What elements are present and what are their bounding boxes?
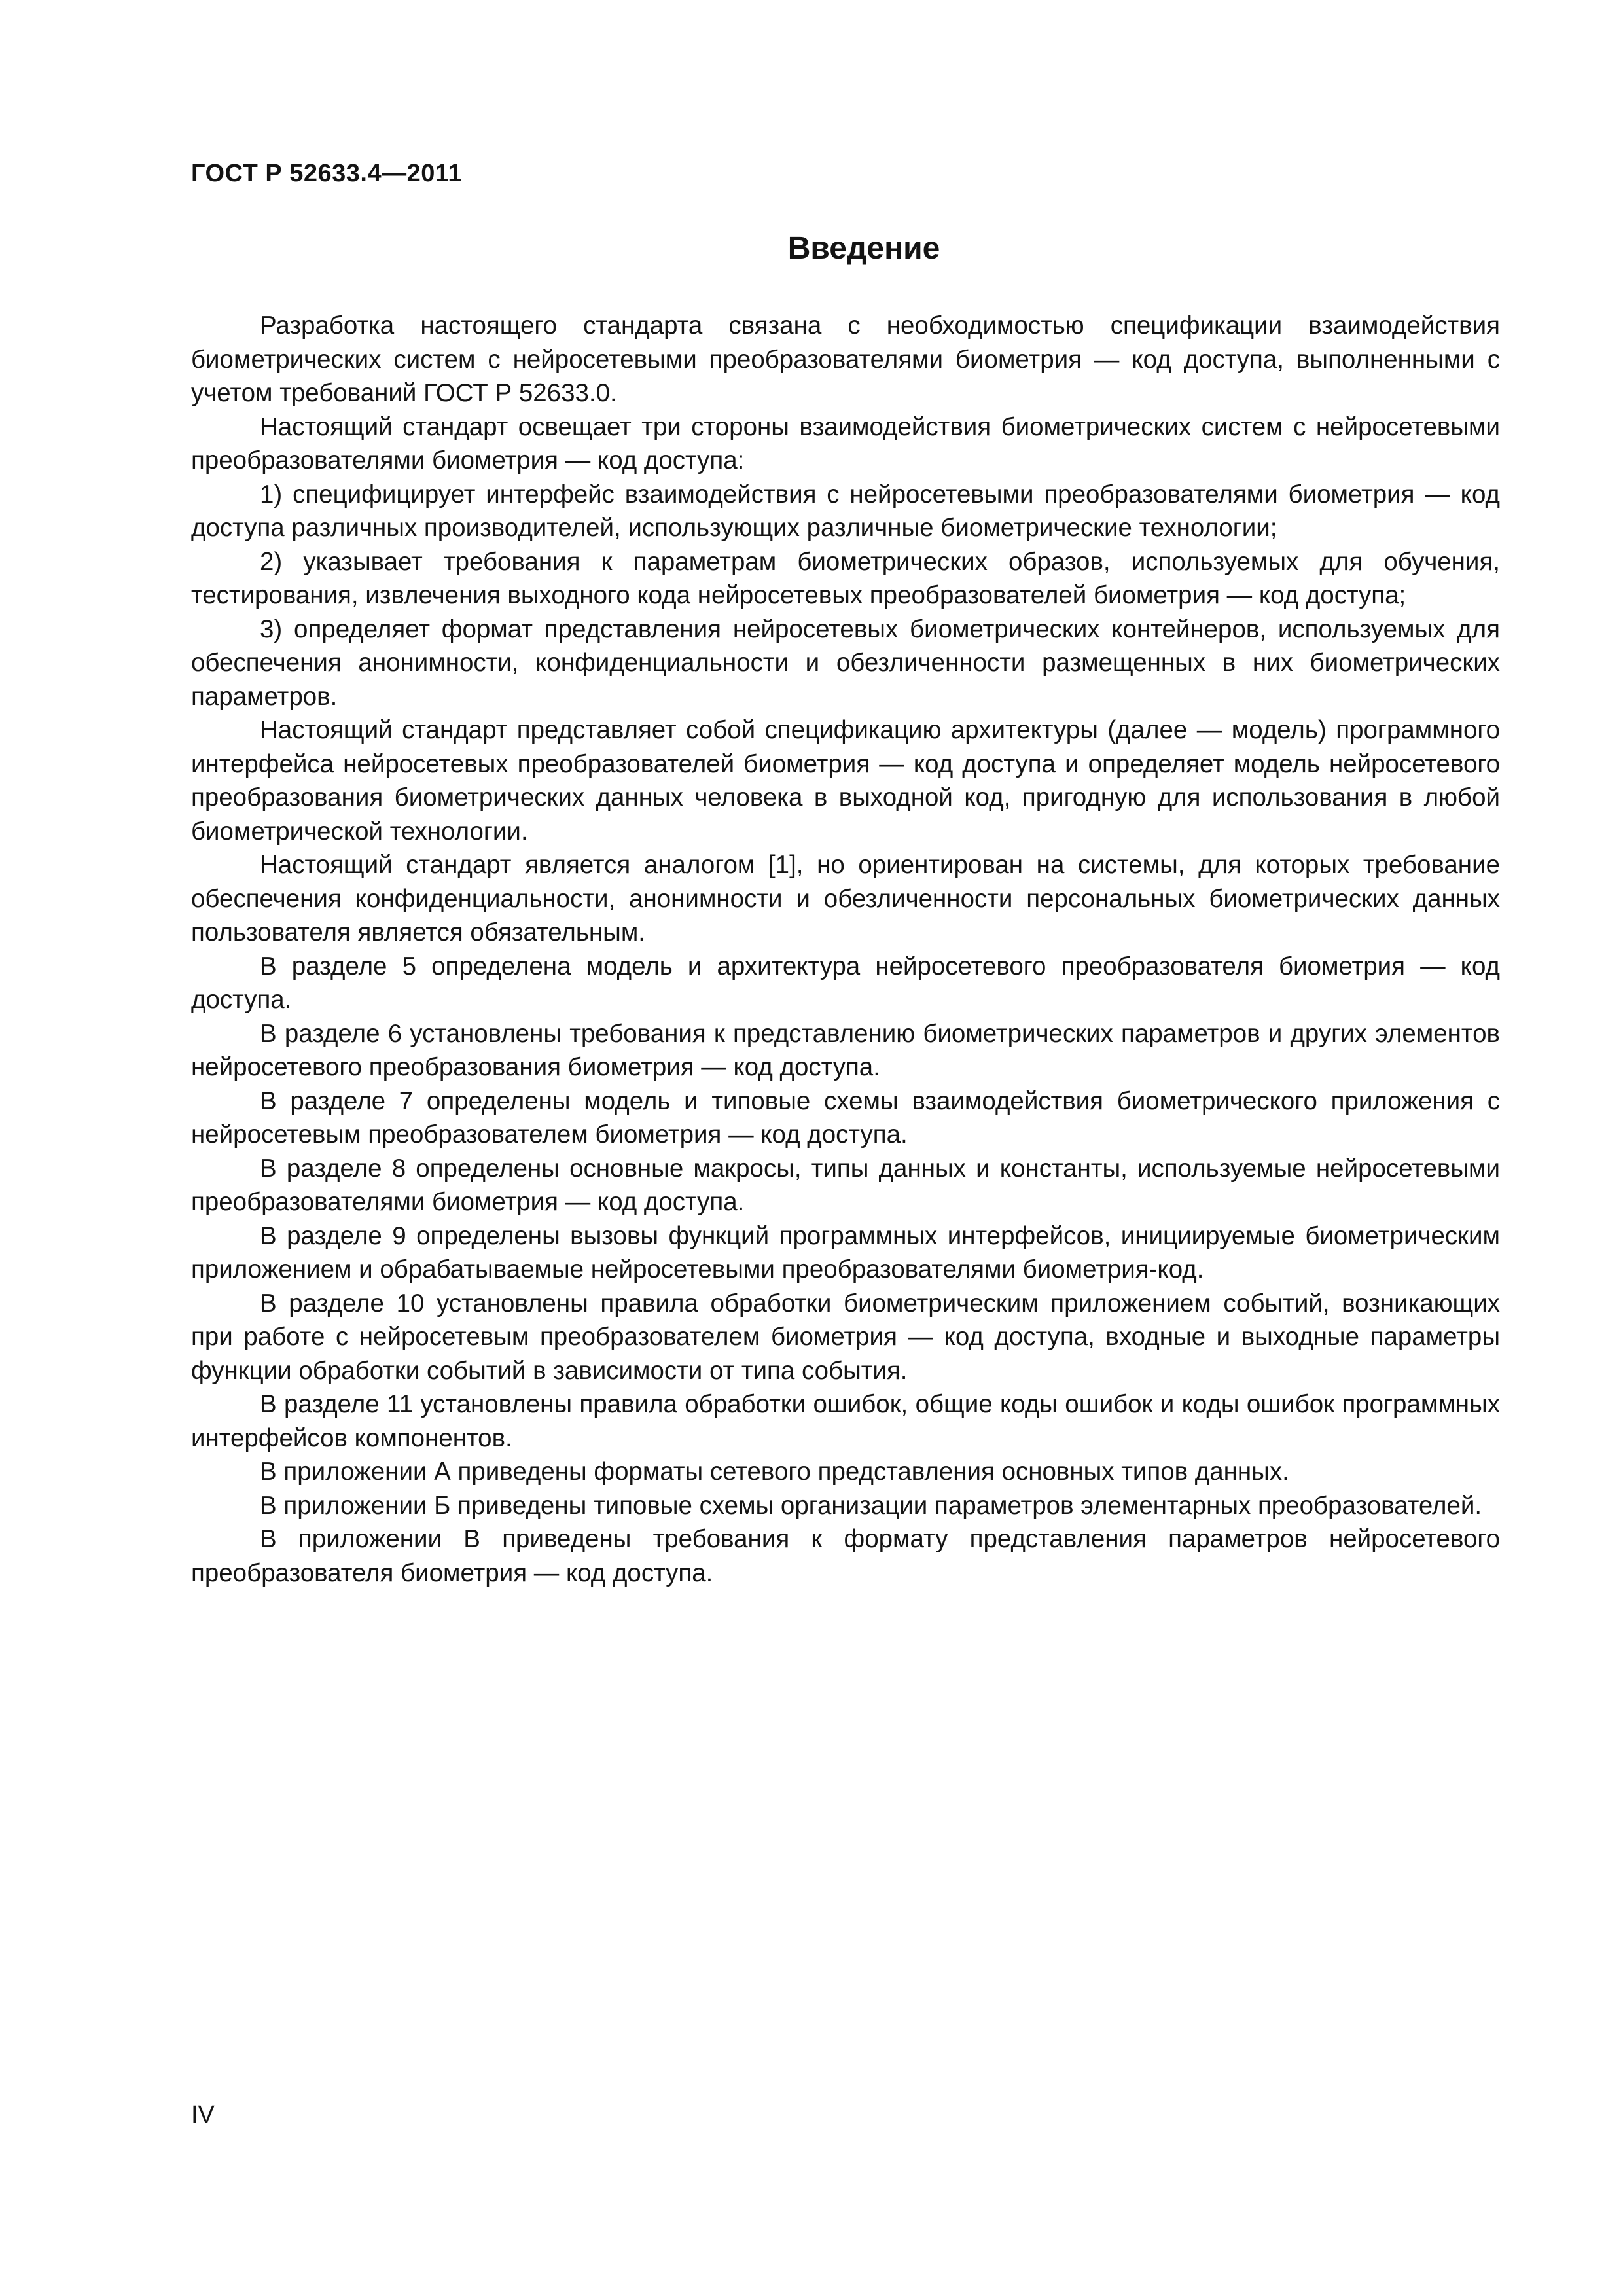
list-item: 3) определяет формат представления нейросетевых биометрических контейнеров, используемых для обеспечения анонимности, конфиденциальности и обезличенности размещенных в них биометрических параметров. — [191, 615, 1500, 711]
paragraph: В разделе 6 установлены требования к представлению биометрических параметров и других элементов нейросетевого преобразования биометрия — код доступа. — [191, 1019, 1500, 1081]
paragraph: Настоящий стандарт освещает три стороны взаимодействия биометрических систем с нейросетевыми преобразователями биометрия — код доступа: — [191, 412, 1500, 475]
paragraph: В разделе 9 определены вызовы функций программных интерфейсов, инициируемые биометрическим приложением и обрабатываемые нейросетевыми преобразователями биометрия-код. — [191, 1221, 1500, 1283]
paragraph: В разделе 5 определена модель и архитектура нейросетевого преобразователя биометрия — код доступа. — [191, 952, 1500, 1014]
paragraph: Настоящий стандарт представляет собой спецификацию архитектуры (далее — модель) программного интерфейса нейросетевых преобразователей биометрия — код доступа и определяет модель нейросетевого преобразования биометрических данных человека в выходной код, пригодную для использования в любой биометрической технологии. — [191, 716, 1500, 846]
list-item: 2) указывает требования к параметрам биометрических образов, используемых для обучения, тестирования, извлечения выходного кода нейросетевых преобразователей биометрия — код доступа; — [191, 547, 1500, 609]
paragraph: В разделе 8 определены основные макросы, типы данных и константы, используемые нейросетевыми преобразователями биометрия — код доступа. — [191, 1154, 1500, 1216]
paragraph: В разделе 10 установлены правила обработки биометрическим приложением событий, возникающих при работе с нейросетевым преобразователем биометрия — код доступа, входные и выходные параметры функции обработки событий в зависимости от типа события. — [191, 1289, 1500, 1385]
paragraph: В разделе 7 определены модель и типовые схемы взаимодействия биометрического приложения с нейросетевым преобразователем биометрия — код доступа. — [191, 1086, 1500, 1149]
paragraph: В приложении В приведены требования к формату представления параметров нейросетевого преобразователя биометрия — код доступа. — [191, 1525, 1500, 1587]
paragraph: В разделе 11 установлены правила обработки ошибок, общие коды ошибок и коды ошибок программных интерфейсов компонентов. — [191, 1390, 1500, 1452]
introduction-body — [191, 309, 1500, 1590]
page-number: IV — [191, 2101, 215, 2128]
page-title: Введение — [787, 231, 940, 266]
paragraph: Настоящий стандарт является аналогом [1], но ориентирован на системы, для которых требование обеспечения конфиденциальности, анонимности и обезличенности персональных биометрических данных пользователя является обязательным. — [191, 851, 1500, 946]
paragraph: Разработка настоящего стандарта связана с необходимостью спецификации взаимодействия биометрических систем с нейросетевыми преобразователями биометрия — код доступа, выполненными с учетом требований ГОСТ Р 52633.0. — [191, 312, 1500, 407]
document-code: ГОСТ Р 52633.4—2011 — [191, 160, 463, 187]
paragraph: В приложении А приведены форматы сетевого представления основных типов данных. — [260, 1458, 1289, 1486]
paragraph: В приложении Б приведены типовые схемы организации параметров элементарных преобразователей. — [260, 1491, 1482, 1520]
list-item: 1) специфицирует интерфейс взаимодействия с нейросетевыми преобразователями биометрия — код доступа различных производителей, использующих различные биометрические технологии; — [191, 480, 1500, 542]
